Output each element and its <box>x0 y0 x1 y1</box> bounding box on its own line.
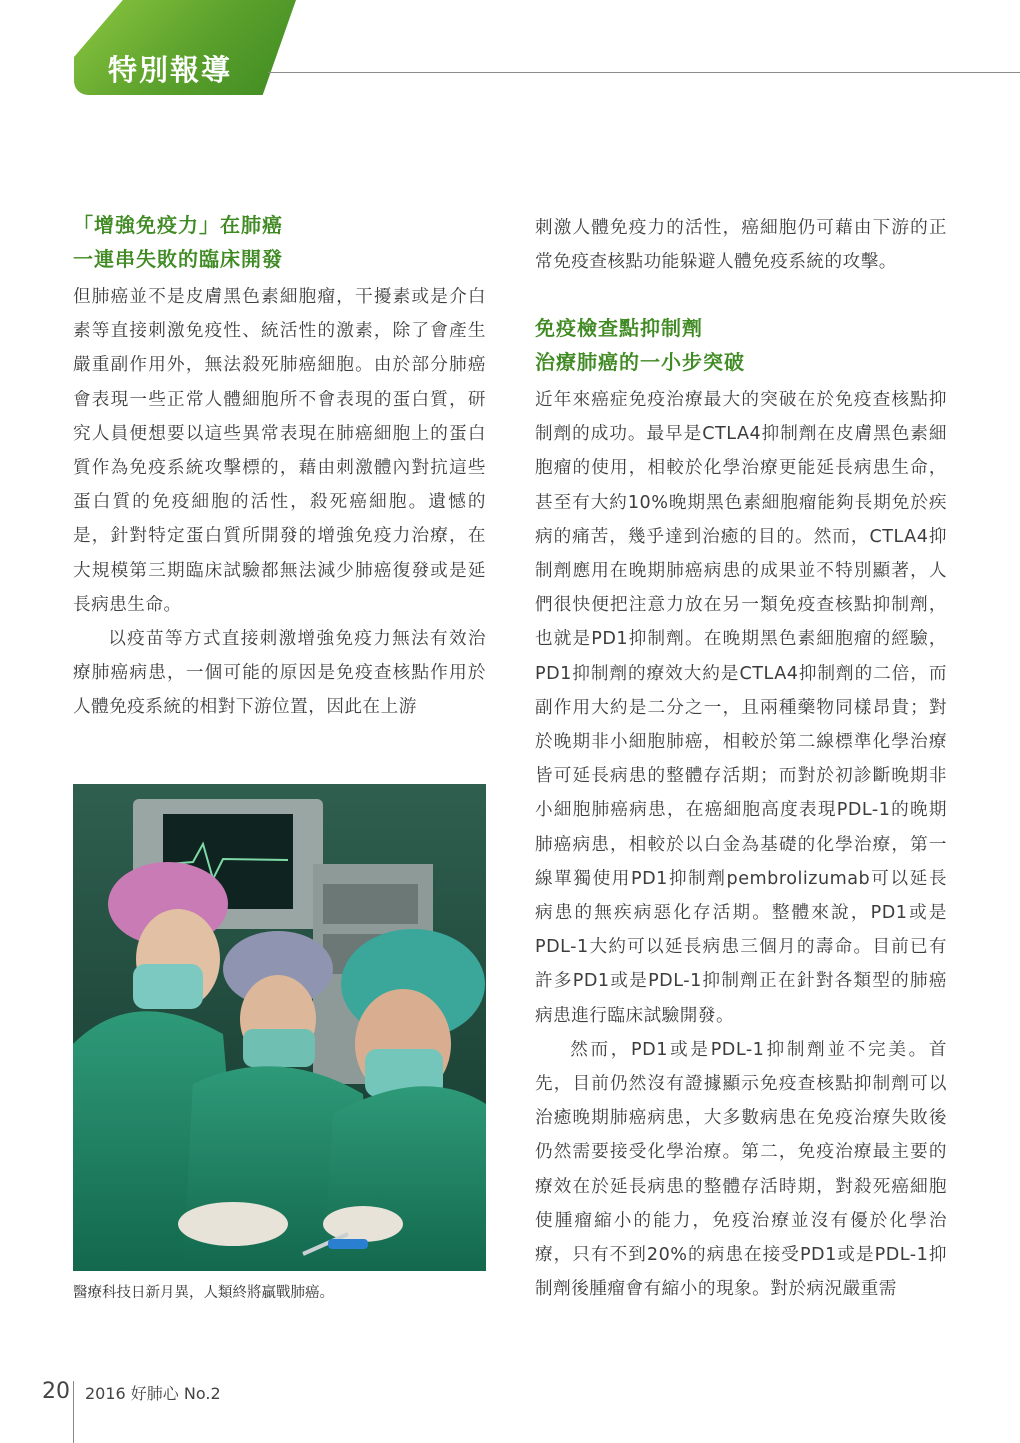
issue-label: 2016 好肺心 No.2 <box>85 1384 221 1403</box>
right-column <box>535 383 947 1306</box>
right-heading-line1: 免疫檢查點抑制劑 <box>535 316 703 340</box>
left-heading-line2: 一連串失敗的臨床開發 <box>73 247 283 271</box>
footer-divider <box>73 1381 74 1443</box>
right-paragraph-1: 近年來癌症免疫治療最大的突破在於免疫查核點抑制劑的成功。最早是CTLA4抑制劑在皮膚黑色素細胞瘤的使用，相較於化學治療更能延長病患生命，甚至有大約10%晚期黑色素細胞瘤能夠長期免於疾病的痛苦，幾乎達到治癒的目的。然而，CTLA4抑制劑應用在晚期肺癌病患的成果並不特別顯著，人們很快便把注意力放在另一類免疫查核點抑制劑，也就是PD1抑制劑。在晚期黑色素細胞瘤的經驗，PD1抑制劑的療效大約是CTLA4抑制劑的二倍，而副作用大約是二分之一，且兩種藥物同樣昂貴；對於晚期非小細胞肺癌，相較於第二線標準化學治療皆可延長病患的整體存活期；而對於初診斷晚期非小細胞肺癌病患，在癌細胞高度表現PDL-1的晚期肺癌病患，相較於以白金為基礎的化學治療，第一線單獨使用PD1抑制劑pembrolizumab可以延長病患的無疾病惡化存活期。整體來說，PD1或是PDL-1大約可以延長病患三個月的壽命。目前已有許多PD1或是PDL-1抑制劑正在針對各類型的肺癌病患進行臨床試驗開發。 <box>535 390 947 1026</box>
section-title: 特別報導 <box>108 53 233 87</box>
left-paragraph-1: 但肺癌並不是皮膚黑色素細胞瘤，干擾素或是介白素等直接刺激免疫性、統活性的激素，除了會產生嚴重副作用外，無法殺死肺癌細胞。由於部分肺癌會表現一些正常人體細胞所不會表現的蛋白質，研究人員便想要以這些異常表現在肺癌細胞上的蛋白質作為免疫系統攻擊標的，藉由刺激體內對抗這些蛋白質的免疫細胞的活性，殺死癌細胞。遺憾的是，針對特定蛋白質所開發的增強免疫力治療，在大規模第三期臨床試驗都無法減少肺癌復發或是延長病患生命。 <box>73 287 486 615</box>
page-number: 20 <box>42 1379 70 1404</box>
left-column <box>73 280 486 725</box>
left-heading-line1: 「增強免疫力」在肺癌 <box>73 213 283 237</box>
right-column-top <box>535 211 947 279</box>
left-heading <box>73 208 493 276</box>
header-divider <box>268 72 1020 73</box>
photo-caption: 醫療科技日新月異，人類終將贏戰肺癌。 <box>73 1285 334 1301</box>
surgery-photo <box>73 784 486 1271</box>
right-heading-line2: 治療肺癌的一小步突破 <box>535 350 745 374</box>
left-paragraph-2: 以疫苗等方式直接刺激增強免疫力無法有效治療肺癌病患，一個可能的原因是免疫查核點作用於人體免疫系統的相對下游位置，因此在上游 <box>73 629 486 718</box>
right-paragraph-0: 刺激人體免疫力的活性，癌細胞仍可藉由下游的正常免疫查核點功能躲避人體免疫系統的攻擊。 <box>535 218 947 273</box>
right-paragraph-2: 然而，PD1或是PDL-1抑制劑並不完美。首先，目前仍然沒有證據顯示免疫查核點抑制劑可以治癒晚期肺癌病患，大多數病患在免疫治療失敗後仍然需要接受化學治療。第二，免疫治療最主要的療效在於延長病患的整體存活時期，對殺死癌細胞使腫瘤縮小的能力，免疫治療並沒有優於化學治療，只有不到20%的病患在接受PD1或是PDL-1抑制劑後腫瘤會有縮小的現象。對於病況嚴重需 <box>535 1039 947 1300</box>
right-heading <box>535 311 947 379</box>
